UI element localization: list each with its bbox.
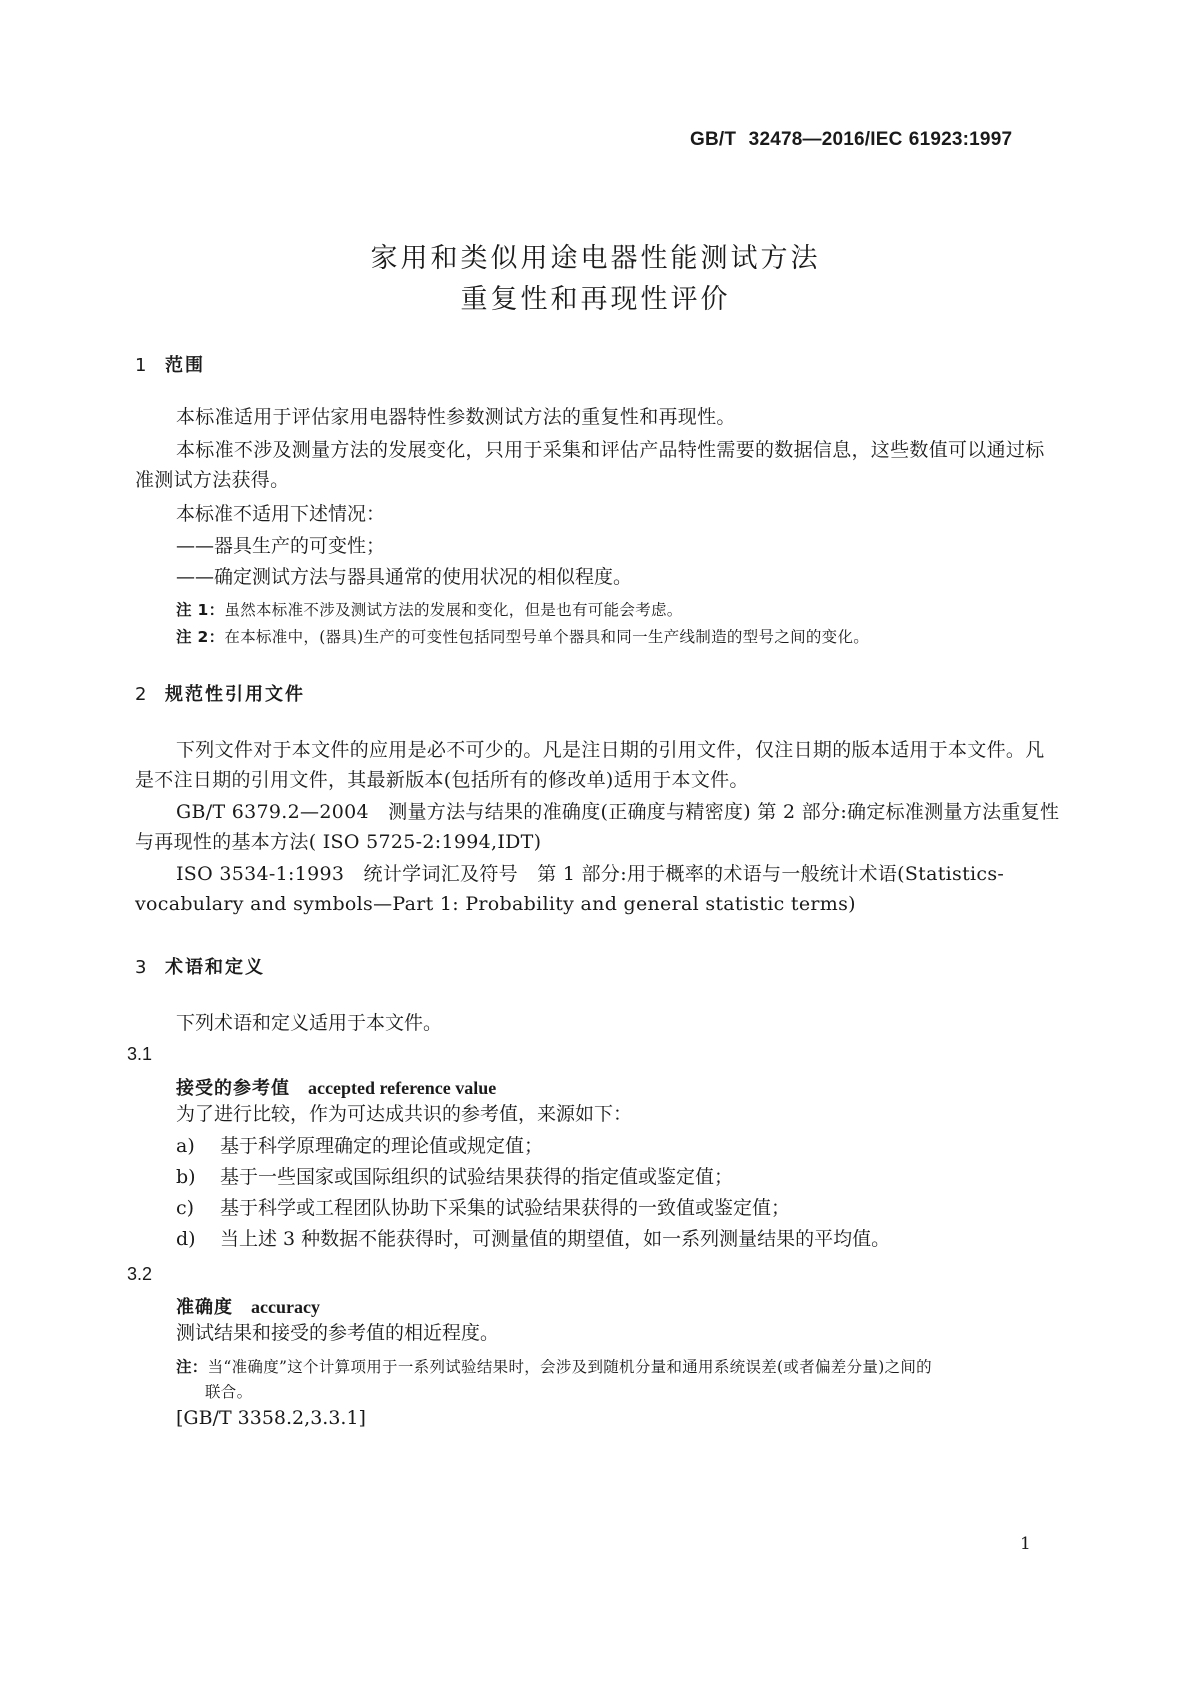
- note: 注 1：虽然本标准不涉及测试方法的发展和变化，但是也有可能会考虑。: [176, 601, 683, 619]
- section-heading-2: 2 规范性引用文件: [135, 684, 305, 705]
- reference-entry: GB/T 6379.2—2004 测量方法与结果的准确度(正确度与精密度) 第 2 部分:确定标准测量方法重复性与再现性的基本方法( ISO 5725-2:1994,IDT): [135, 801, 1060, 853]
- list-item: d) 当上述 3 种数据不能获得时，可测量值的期望值，如一系列测量结果的平均值。: [176, 1228, 891, 1250]
- term-heading: 准确度 accuracy: [176, 1297, 320, 1318]
- list-item: c) 基于科学或工程团队协助下采集的试验结果获得的一致值或鉴定值；: [176, 1197, 791, 1219]
- source-reference: [GB/T 3358.2,3.3.1]: [176, 1407, 366, 1429]
- list-item: a) 基于科学原理确定的理论值或规定值；: [176, 1135, 544, 1157]
- list-item: b) 基于一些国家或国际组织的试验结果获得的指定值或鉴定值；: [176, 1166, 734, 1188]
- page-number: 1: [1020, 1534, 1031, 1554]
- paragraph: 下列文件对于本文件的应用是必不可少的。凡是注日期的引用文件，仅注日期的版本适用于本文件。凡是不注日期的引用文件，其最新版本(包括所有的修改单)适用于本文件。: [135, 739, 1045, 791]
- paragraph: 本标准不适用下述情况：: [176, 503, 386, 525]
- note: 注 2：在本标准中，(器具)生产的可变性包括同型号单个器具和同一生产线制造的型号之间的变化。: [176, 628, 870, 646]
- paragraph: 下列术语和定义适用于本文件。: [176, 1012, 443, 1034]
- document-subtitle: 重复性和再现性评价: [460, 284, 731, 315]
- note: 注：当“准确度”这个计算项用于一系列试验结果时，会涉及到随机分量和通用系统误差(或者偏差分量)之间的: [176, 1358, 932, 1376]
- clause-number: 3.2: [127, 1264, 153, 1284]
- note-continuation: 联合。: [205, 1383, 253, 1401]
- paragraph: 本标准不涉及测量方法的发展变化，只用于采集和评估产品特性需要的数据信息，这些数值可以通过标准测试方法获得。: [135, 439, 1045, 491]
- standard-number: GB/T 32478—2016/IEC 61923:1997: [690, 129, 1013, 150]
- clause-number: 3.1: [127, 1044, 153, 1064]
- list-item: ——确定测试方法与器具通常的使用状况的相似程度。: [176, 566, 633, 588]
- term-heading: 接受的参考值 accepted reference value: [176, 1078, 497, 1099]
- list-item: ——器具生产的可变性；: [176, 535, 386, 557]
- definition: 测试结果和接受的参考值的相近程度。: [176, 1322, 500, 1344]
- definition: 为了进行比较，作为可达成共识的参考值，来源如下：: [176, 1103, 633, 1125]
- section-heading-1: 1 范围: [135, 355, 205, 376]
- section-heading-3: 3 术语和定义: [135, 957, 265, 978]
- document-title: 家用和类似用途电器性能测试方法: [370, 243, 821, 274]
- paragraph: 本标准适用于评估家用电器特性参数测试方法的重复性和再现性。: [176, 406, 736, 428]
- reference-entry: ISO 3534-1:1993 统计学词汇及符号 第 1 部分:用于概率的术语与一般统计术语(Statistics-vocabulary and symbols—Part 1: Probability and general statistic terms): [135, 863, 1005, 915]
